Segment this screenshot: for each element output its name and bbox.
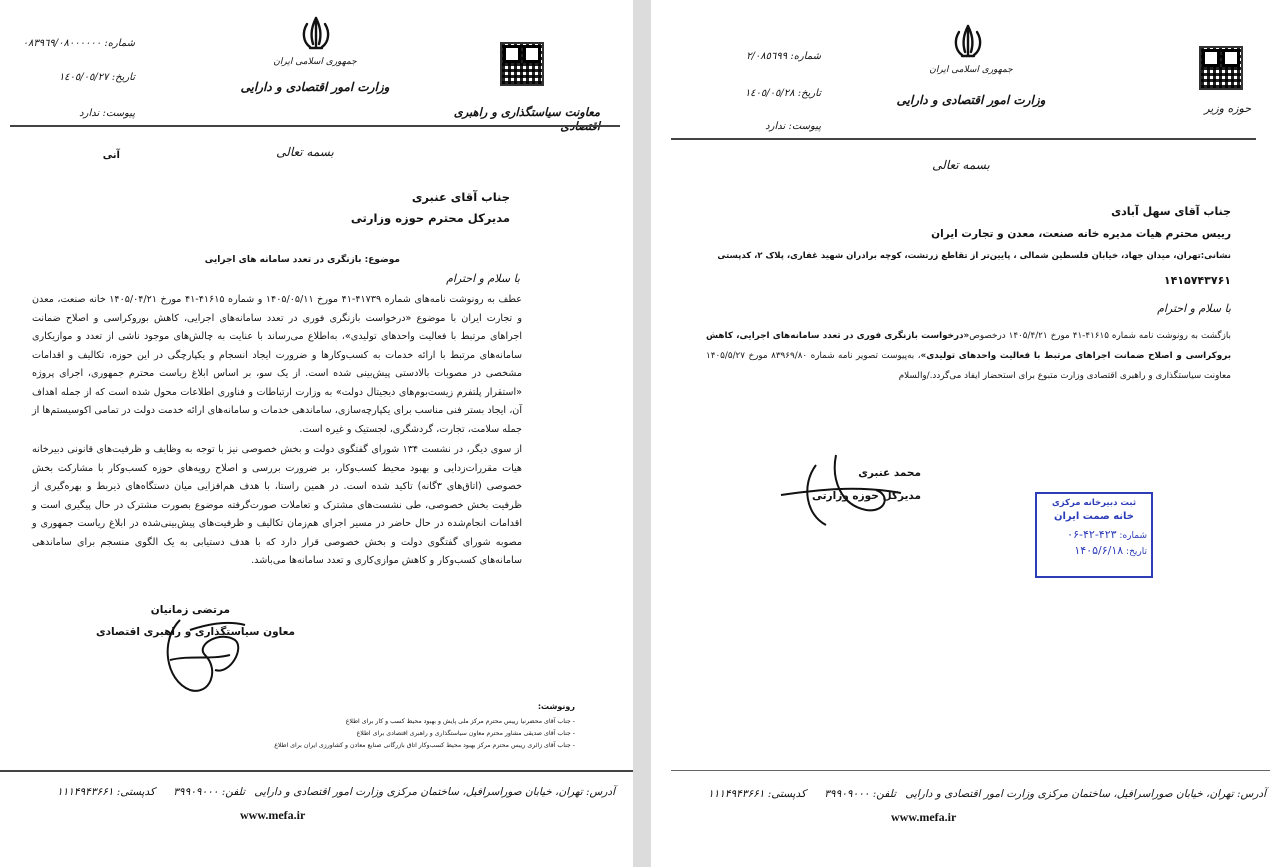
signer-title: معاون سیاستگذاری و راهبری اقتصادی — [95, 626, 295, 638]
ministry-line2: وزارت امور اقتصادی و دارایی — [896, 93, 1046, 107]
cc-item: - جناب آقای صدیقی مشاور محترم معاون سیاستگذاری و راهبری اقتصادی برای اطلاع — [356, 730, 575, 737]
stamp-date: تاریخ: ۱۴۰۵/۶/۱۸ — [1074, 544, 1147, 557]
ministry-line2: وزارت امور اقتصادی و دارایی — [240, 80, 390, 94]
iran-emblem-icon — [296, 14, 336, 54]
letter-number: شماره: ٠٨٣٩٦٩/٠٨٠٠٠٠٠٠ — [22, 38, 135, 49]
cc-item: - جناب آقای زائری رییس محترم مرکز بهبود محیط کسب‌وکار اتاق بازرگانی صنایع معادن و کشاورزی ایران برای اطلاع — [274, 742, 575, 749]
letter-date: تاریخ: ١٤٠٥/٠٥/٢٨ — [744, 88, 821, 99]
footer-phone: تلفن: ۳۹۹۰۹۰۰۰ — [173, 786, 245, 798]
footer-url: www.mefa.ir — [240, 808, 306, 822]
ministry-line1: جمهوری اسلامی ایران — [273, 57, 357, 67]
recipient-name: جناب آقای سهل آبادی — [1111, 205, 1231, 218]
department-name: معاونت سیاستگذاری و راهبری — [453, 105, 600, 119]
bismillah: بسمه تعالی — [276, 145, 334, 159]
department-name: حوزه وزیر — [1204, 102, 1251, 115]
recipient-postcode: ۱۴۱۵۷۴۳۷۶۱ — [1163, 274, 1231, 287]
letter-date: تاریخ: ١٤٠٥/٠٥/٢٧ — [58, 72, 135, 83]
letter-subject: موضوع: بازنگری در تعدد سامانه های اجرایی — [204, 255, 400, 265]
letter-page-right — [651, 0, 1270, 867]
header-divider — [671, 138, 1256, 140]
registry-stamp-icon — [1035, 492, 1153, 578]
stamp-number: شماره: ۴۲۳-۴۲-۰۶ — [1067, 528, 1147, 541]
qr-code-icon — [500, 42, 544, 86]
signer-name: محمد عنبری — [858, 467, 921, 479]
footer-address: آدرس: تهران، خیابان صوراسرافیل، ساختمان مرکزی وزارت امور اقتصادی و دارایی — [905, 788, 1266, 800]
stamp-line2: خانه صمت ایران — [1053, 511, 1135, 522]
letter-paragraph-2: از سوی دیگر، در نشست ۱۳۴ شورای گفتگوی دولت و بخش خصوصی نیز با توجه به وظایف و ظرفیت‌های قانونی دبیرخانه هیات مقررات‌زدایی و بهبود محیط کسب‌وکار، بر ضرورت بررسی و اصلاح رویه‌های حوزه کسب‌وکار با مشارکت بخش خصوصی (اتاق‌های ۳گانه) تاکید شده است. در همین راستا، با هدف هم‌افزایی میان دستگاه‌های ذیربط و بهره‌گیری از ظرفیت بخش خصوصی، طی نشست‌های مشترک و تعاملات صورت‌گرفته موضوع بصورت مشترک در حال پیگیری است و اقدامات انجام‌شده در حال حاضر در مسیر اجرای هم‌زمان تکالیف و ظرفیت‌های پیش‌بینی‌شده در ابلاغ ریاست جمهوری و مصوبه شورای گفتگوی دولت و بخش خصوصی قرار دارد که با هدف دستیابی به یک الگوی منسجم برای ساماندهی سامانه‌های کسب‌وکار و کاهش موازی‌کاری و تعدد سامانه‌ها می‌باشد. — [32, 444, 523, 566]
cc-list — [220, 716, 575, 752]
cc-label: رونوشت: — [537, 702, 575, 711]
footer-divider — [671, 770, 1270, 771]
bismillah: بسمه تعالی — [932, 158, 990, 172]
recipient-address: نشانی:تهران، میدان جهاد، خیابان فلسطین شمالی ، پایین‌تر از تقاطع زرتشت، کوچه برادران شهید غفاری، پلاک ۲، کدپستی — [717, 251, 1231, 261]
recipient-title: مدیرکل محترم حوزه وزارتی — [350, 211, 510, 225]
footer-address: آدرس: تهران، خیابان صوراسرافیل، ساختمان مرکزی وزارت امور اقتصادی و دارایی — [254, 786, 615, 798]
ministry-line1: جمهوری اسلامی ایران — [929, 65, 1013, 75]
letter-number: شماره: ٢/٠٨٥٦٩٩ — [746, 51, 821, 62]
letter-attachment: پیوست: ندارد — [765, 121, 821, 132]
greeting: با سلام و احترام — [446, 272, 520, 285]
letter-paragraph-1: عطف به رونوشت نامه‌های شماره ۴۱۷۳۹-۴۱ مورخ ۱۴۰۵/۰۵/۱۱ و شماره ۴۱۶۱۵-۴۱ مورخ ۱۴۰۵/۰۴/۲۱ خانه صنعت، معدن و تجارت ایران با موضوع «درخواست بازنگری فوری در تعدد سامانه‌های اجرایی، کاهش بوروکراسی و اصلاح ضمانت اجراهای مرتبط با فعالیت واحدهای تولیدی»، به‌اطلاع می‌رساند با عنایت به چالش‌های موجود ناشی از تعدد و موازیکاری سامانه‌های مرتبط با ارائه خدمات به کسب‌وکارها و ضرورت ایجاد انسجام و یکپارچگی در این حوزه، تکالیف و اقدامات مشخصی در مصوبات بالادستی پیش‌بینی شده است. از یک سو، بر اساس ابلاغ ریاست محترم جمهوری، اجرای پروژه «استقرار پلتفرم زیست‌بوم‌های دیجیتال دولت» به وزارت ارتباطات و فناوری اطلاعات محول شده است که از جمله اهداف آن، ایجاد بستر فنی مناسب برای یکپارچه‌سازی، ساماندهی خدمات و سامانه‌های ارائه خدمت دولت در تمامی اکوسیستم‌ها از جمله سلامت، تجارت، گردشگری، لجستیک و غیره است. — [32, 294, 522, 435]
greeting: با سلام و احترام — [1157, 302, 1231, 315]
signer-title: مدیرکل حوزه وزارتی — [811, 490, 921, 502]
letter-page-left — [0, 0, 633, 867]
footer-postcode: کدپستی: ۱۱۱۴۹۴۳۶۶۱ — [707, 788, 806, 800]
footer-phone: تلفن: ۳۹۹۰۹۰۰۰ — [824, 788, 896, 800]
page-gutter — [633, 0, 651, 867]
footer-divider — [0, 770, 633, 772]
qr-code-icon — [1199, 46, 1243, 90]
footer-postcode: کدپستی: ۱۱۱۴۹۴۳۶۶۱ — [56, 786, 155, 798]
recipient-title: رییس محترم هیات مدیره خانه صنعت، معدن و تجارت ایران — [931, 228, 1231, 240]
footer-url: www.mefa.ir — [891, 810, 957, 824]
letter-paragraph: بازگشت به رونوشت نامه شماره ۴۱۶۱۵-۴۱ مورخ ۱۴۰۵/۴/۲۱ درخصوص«درخواست بازنگری فوری در تعدد سامانه‌های اجرایی، کاهش بروکراسی و اصلاح ضمانت اجراهای مرتبط با فعالیت واحدهای تولیدی»، به‌پیوست تصویر نامه شماره ۸۳۹۶۹/۸۰ مورخ ۱۴۰۵/۵/۲۷ معاونت سیاستگذاری و راهبری اقتصادی وزارت متبوع برای استحضار ایفاد می‌گردد./والسلام — [706, 331, 1232, 381]
header-divider — [10, 125, 620, 127]
recipient-name: جناب آقای عنبری — [411, 190, 510, 204]
letter-attachment: پیوست: ندارد — [79, 108, 135, 119]
stamp-line1: ثبت دبیرخانه مرکزی — [1051, 498, 1137, 508]
signer-name: مرتضی زمانیان — [150, 604, 230, 616]
urgency-label: آنی — [102, 150, 120, 161]
cc-item: - جناب آقای محضرنیا رییس محترم مرکز ملی پایش و بهبود محیط کسب و کار برای اطلاع — [345, 718, 575, 725]
iran-emblem-icon — [948, 22, 988, 62]
